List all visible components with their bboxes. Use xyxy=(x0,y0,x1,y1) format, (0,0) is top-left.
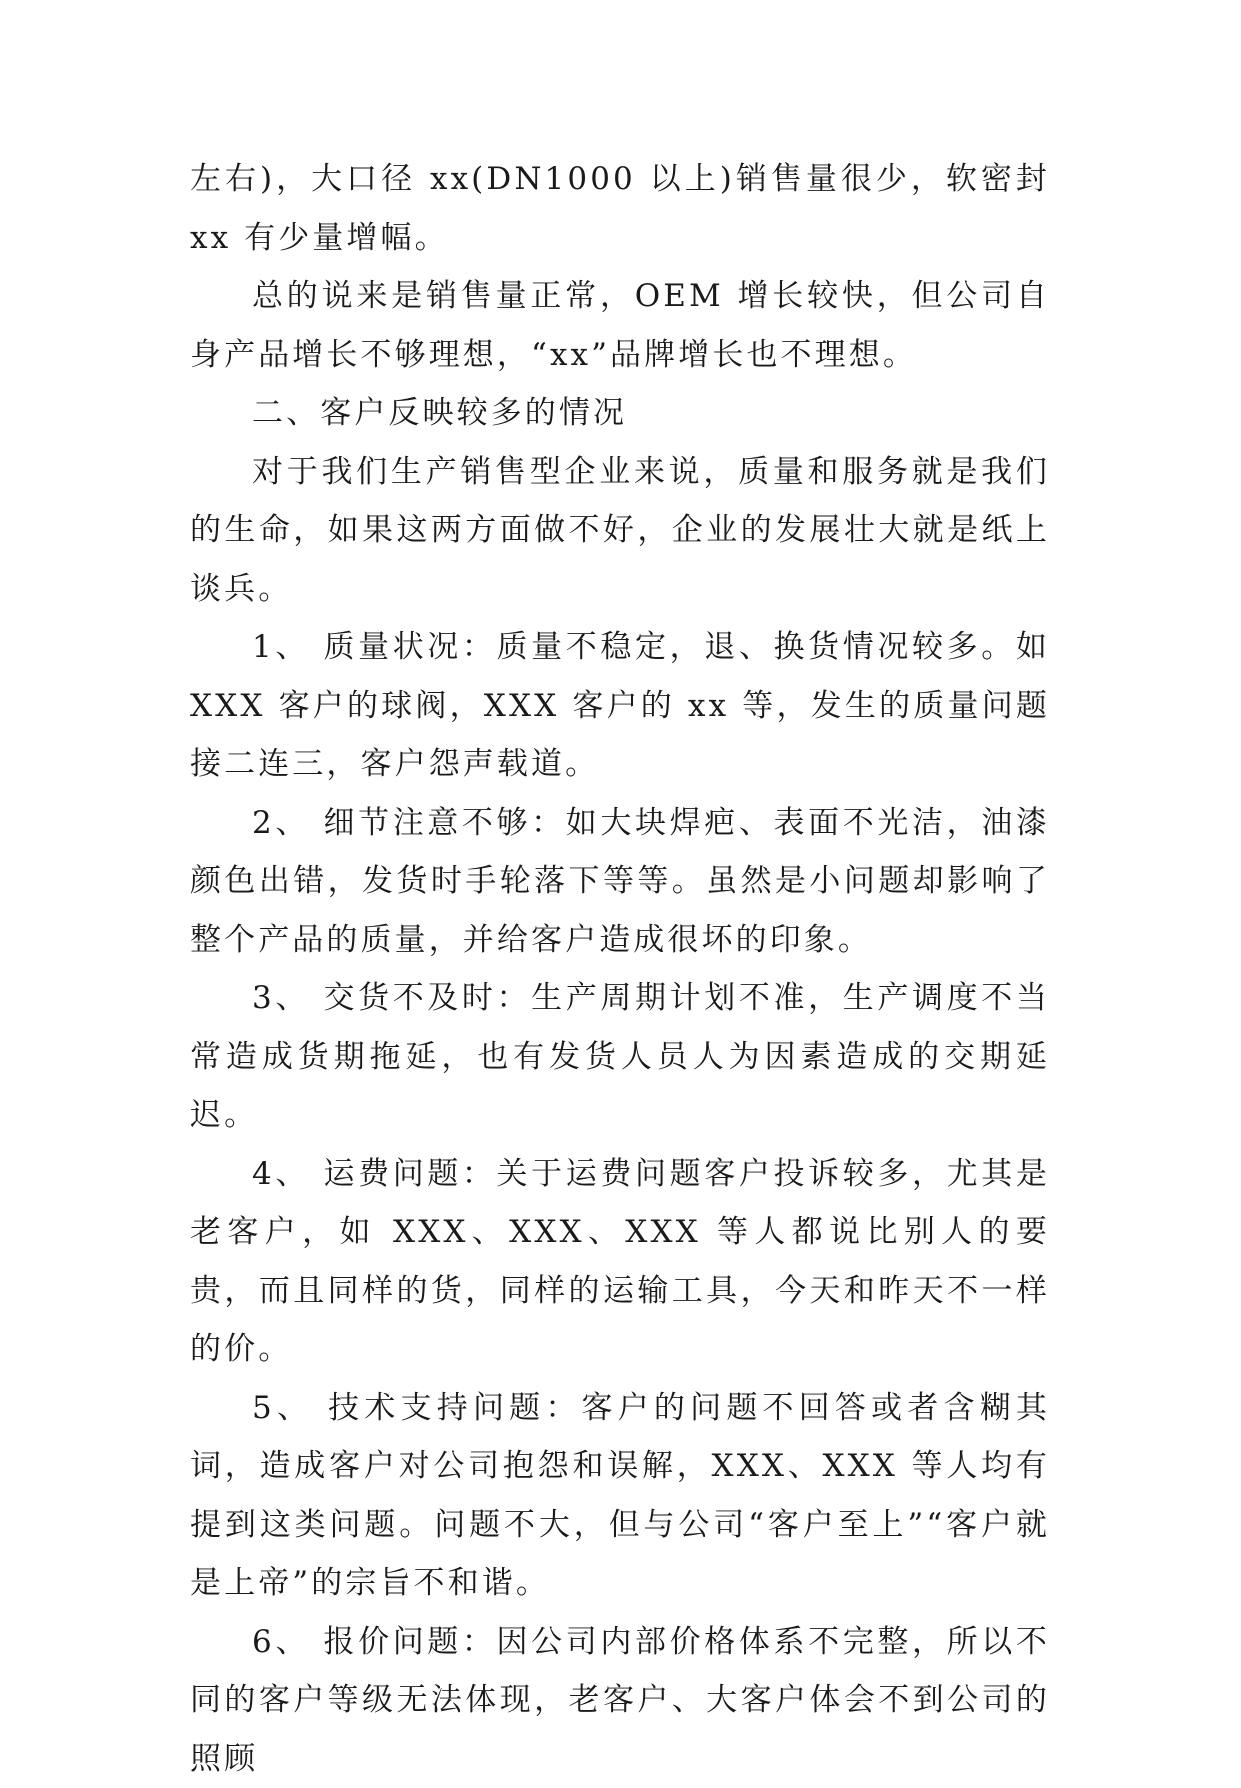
document-body xyxy=(190,150,1050,1788)
paragraph-summary: 总的说来是销售量正常，OEM 增长较快，但公司自身产品增长不够理想，“xx”品牌增长也不理想。 xyxy=(190,267,1050,384)
list-item-1: 1、 质量状况：质量不稳定，退、换货情况较多。如 XXX 客户的球阀，XXX 客户的 xx 等，发生的质量问题接二连三，客户怨声载道。 xyxy=(190,618,1050,794)
list-item-2: 2、 细节注意不够：如大块焊疤、表面不光洁，油漆颜色出错，发货时手轮落下等等。虽然是小问题却影响了整个产品的质量，并给客户造成很坏的印象。 xyxy=(190,794,1050,970)
paragraph-intro: 对于我们生产销售型企业来说，质量和服务就是我们的生命，如果这两方面做不好，企业的发展壮大就是纸上谈兵。 xyxy=(190,443,1050,619)
list-item-5: 5、 技术支持问题：客户的问题不回答或者含糊其词，造成客户对公司抱怨和误解，XXX、XXX 等人均有提到这类问题。问题不大，但与公司“客户至上”“客户就是上帝”的宗旨不和谐。 xyxy=(190,1379,1050,1613)
section-heading-2: 二、客户反映较多的情况 xyxy=(190,384,1050,443)
list-item-6: 6、 报价问题：因公司内部价格体系不完整，所以不同的客户等级无法体现，老客户、大客户体会不到公司的照顾 xyxy=(190,1613,1050,1788)
list-item-3: 3、 交货不及时：生产周期计划不准，生产调度不当常造成货期拖延，也有发货人员人为因素造成的交期延迟。 xyxy=(190,969,1050,1145)
paragraph-continuation: 左右)，大口径 xx(DN1000 以上)销售量很少，软密封 xx 有少量增幅。 xyxy=(190,150,1050,267)
list-item-4: 4、 运费问题：关于运费问题客户投诉较多，尤其是老客户，如 XXX、XXX、XXX 等人都说比别人的要贵，而且同样的货，同样的运输工具，今天和昨天不一样的价。 xyxy=(190,1145,1050,1379)
